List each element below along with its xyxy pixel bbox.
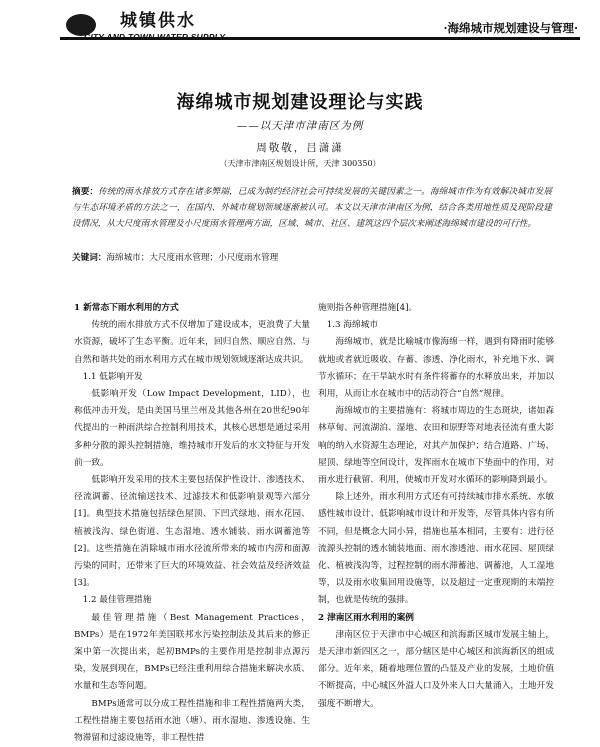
abstract [72,184,552,232]
author-affiliation: （天津市津南区规划设计所，天津 300350） [219,159,381,168]
body-paragraph: BMPs通常可以分成工程性措施和非工程性措施两大类，工程性措施主要包括雨水池（塘）、雨水湿地、渗透设施、生物滞留和过滤设施等，非工程性措 [74,698,310,744]
keywords [72,250,552,266]
page-header [0,0,600,52]
subsection-heading: 1.2 最佳管理措施 [82,595,152,606]
keywords-label: 关键词： [72,253,107,263]
subsection-heading: 1.1 低影响开发 [82,371,143,382]
body-paragraph: 海绵城市，就是比喻城市像海绵一样，遇到有降雨时能够就地或者就近吸收、存蓄、渗透、净化雨水，补充地下水、调节水循环；在干旱缺水时有条件将蓄存的水释放出来，并加以利用，从而让水在城市中的活动符合“自然”规律。 [318,337,554,400]
article-authors: 周敬敬，吕潇潇 [256,142,344,154]
body-paragraph: 传统的雨水排放方式不仅增加了建设成本，更浪费了大量水资源，破坏了生态平衡。近年来，回归自然、顺应自然、与自然和谐共处的雨水利用方式在城市规划领域逐渐达成共识。 [74,320,310,365]
article-title: 海绵城市规划建设理论与实践 [176,92,424,113]
abstract-text: 传统的雨水排放方式存在诸多弊端，已成为制约经济社会可持续发展的关键因素之一。海绵城市作为有效解决城市发展与生态环境矛盾的方法之一，在国内、外城市规划领域逐渐被认可。本文以天津市津南区为例，结合各类用地性质及现阶段建设情况，从大尺度雨水管理及小尺度雨水管理两方面，区域、城市、社区、建筑这四个层次来阐述海绵城市建设的可行性。 [72,187,552,229]
body-paragraph: 低影响开发（Low Impact Development，LID），也称低冲击开发，是由美国马里兰州及其他各州在20世纪90年代提出的一种雨洪综合控制利用技术，其核心思想是通过采用多种分散的源头控制措施，维持城市开发后的水文特征与开发前一致。 [74,389,310,468]
section-heading: 1 新常态下雨水利用的方式 [74,303,179,313]
body-column-left [74,300,310,747]
body-paragraph-continued: 施则指各种管理措施[4]。 [318,303,418,313]
abstract-label: 摘要： [72,187,99,197]
logo-chinese-name: 城镇供水 [120,11,196,31]
body-paragraph: 津南区位于天津市中心城区和滨海新区城市发展主轴上，是天津市新四区之一，部分辖区是中心城区和滨海新区的组成部分。近年来，随着地理位置的凸显及产业的发展，土地价值不断提高，中心城区外溢人口及外来人口大量涌入，土地开发强度不断增大。 [318,629,554,709]
subsection-heading: 1.3 海绵城市 [326,320,379,331]
body-paragraph: 海绵城市的主要措施有：将城市周边的生态斑块，诸如森林草甸、河流湖泊、湿地、农田和原野等对地表径流有重大影响的纳入水资源生态理论，对其产加保护；结合道路、广场、屋顶、绿地等空间设计，发挥雨水在城市下垫面中的作用，对雨水进行截留、利用，使城市开发对水循环的影响降到最小。 [318,406,554,486]
body-paragraph: 低影响开发采用的技术主要包括保护性设计、渗透技术、径流调蓄、径流输送技术、过滤技术和低影响景观等六部分[1]。典型技术措施包括绿色屋顶、下凹式绿地、雨水花园、植被浅沟、绿色街道、生态湿地、透水铺装、雨水调蓄池等[2]。这些措施在消除城市雨水径流所带来的城市内涝和面源污染的同时，还带来了巨大的环境效益、社会效益及经济效益[3]。 [74,475,310,589]
column-label: ·海绵城市规划建设与管理· [437,20,578,36]
header-rule [60,37,580,40]
body-column-right [318,300,554,713]
body-paragraph: 最佳管理措施（Best Management Practices，BMPs）是在1972年美国联邦水污染控制法及其后来的修正案中第一次提出来，起初BMPs的主要作用是控制非点源污染，发展到现在，BMPs已经注重利用综合措施来解决水质、水量和生态等问题。 [74,612,310,692]
keywords-text: 海绵城市；大尺度雨水管理；小尺度雨水管理 [106,253,279,263]
body-paragraph: 除上述外，雨水利用方式还有可持续城市排水系统、水敏感性城市设计、低影响城市设计和开发等，尽管具体内容有所不同，但是概念大同小异，措施也基本相同，主要有：进行径流源头控制的透水铺装地面、雨水渗透池、雨水花园、屋顶绿化、植被浅沟等，过程控制的雨水滞蓄池、调蓄池，人工湿地等，以及雨水收集回用设施等，以及超过一定重现期的末端控制，也就是传统的强排。 [318,492,554,606]
section-heading: 2 津南区雨水利用的案例 [318,612,414,623]
article-subtitle: ——以天津市津南区为例 [236,120,364,132]
